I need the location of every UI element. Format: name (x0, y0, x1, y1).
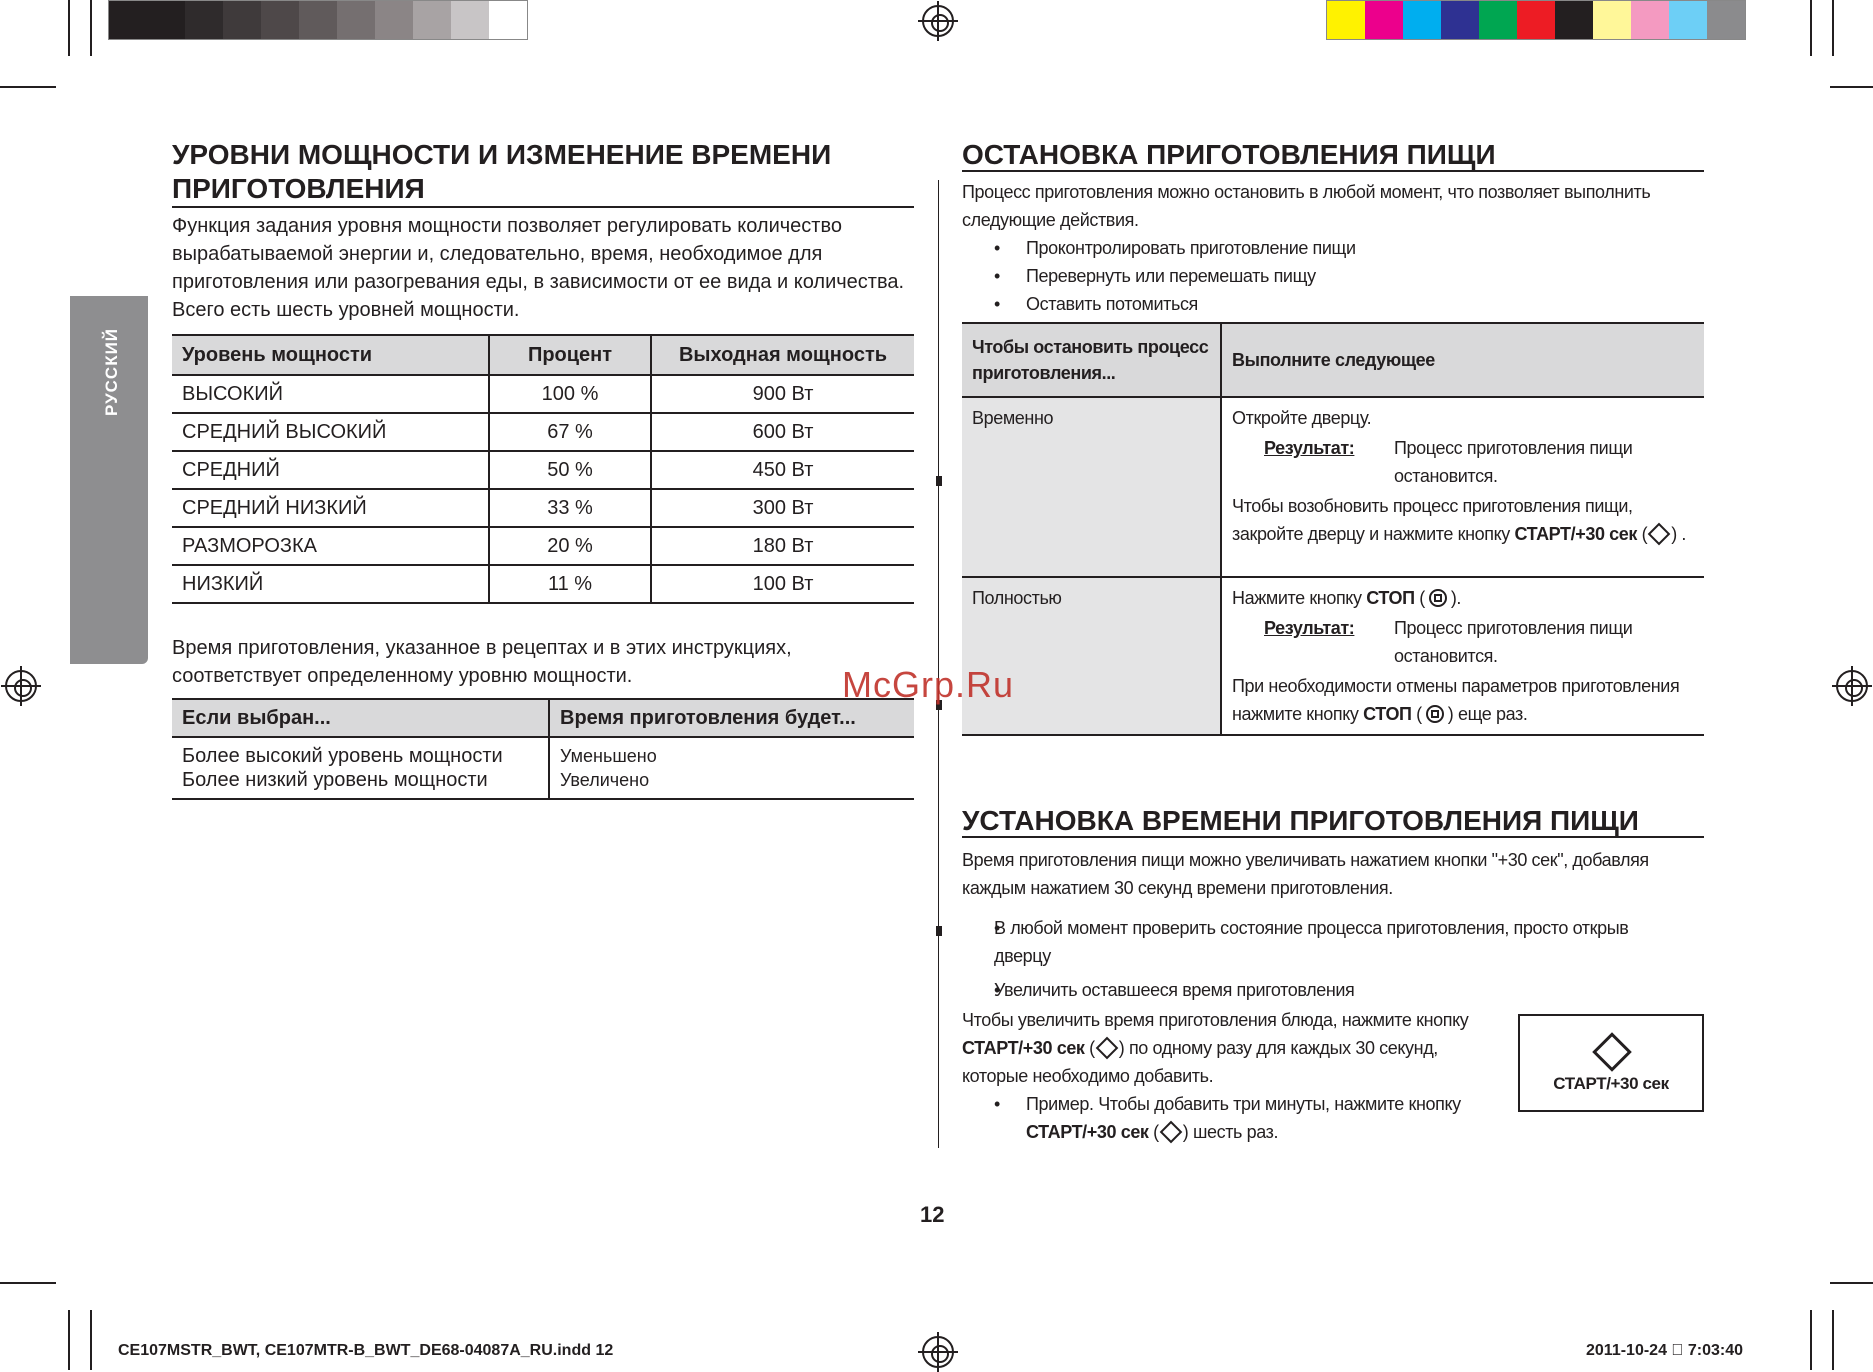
list-item: • Перевернуть или перемешать пищу (962, 262, 1704, 290)
start-button-name: СТАРТ/+30 сек (1026, 1122, 1149, 1142)
list-item: • Проконтролировать приготовление пищи (962, 234, 1704, 262)
column-header-stop: Чтобы остановить процесс приготовления... (962, 323, 1221, 397)
power-intro: Функция задания уровня мощности позволяет регулировать количество вырабатываемой энергии и, следовательно, время, необходимое для приготовления или разогревания еды, в зависимости от ее вида и количества. Всего есть шесть уровней мощности. (172, 215, 905, 321)
color-swatch (1631, 1, 1669, 39)
paren-open: ( (1637, 524, 1648, 544)
example-end: ) шесть раз. (1182, 1122, 1279, 1142)
stop-section-title: ОСТАНОВКА ПРИГОТОВЛЕНИЯ ПИЩИ (962, 139, 1496, 170)
stop-button-name: СТОП (1366, 588, 1415, 608)
result-label: Результат: (1264, 438, 1355, 458)
list-item (962, 1090, 1502, 1146)
start-button-name: СТАРТ/+30 сек (962, 1038, 1085, 1058)
power-level: РАЗМОРОЗКА (172, 527, 489, 565)
power-level: СРЕДНИЙ НИЗКИЙ (172, 489, 489, 527)
power-level: ВЫСОКИЙ (172, 375, 489, 413)
stop-mode: Временно (962, 397, 1221, 577)
column-header-output: Выходная мощность (651, 335, 914, 375)
settime-list (962, 914, 1682, 1004)
language-tab-label: РУССКИЙ (102, 327, 121, 417)
power-percent: 33 % (489, 489, 651, 527)
column-header-action: Выполните следующее (1221, 323, 1704, 397)
time-effects (549, 737, 914, 799)
list-item: • Увеличить оставшееся время приготовления (962, 976, 1682, 1004)
start-icon (1159, 1121, 1182, 1144)
column-header-percent: Процент (489, 335, 651, 375)
title-underline (962, 836, 1704, 838)
page-number: 12 (920, 1202, 945, 1227)
cancel-text (1232, 672, 1694, 728)
power-output: 900 Вт (651, 375, 914, 413)
color-swatch (147, 1, 185, 39)
settime-instruction (962, 1006, 1502, 1090)
table-header-row (962, 323, 1704, 397)
registration-mark-icon (5, 670, 37, 702)
power-output: 450 Вт (651, 451, 914, 489)
power-percent: 20 % (489, 527, 651, 565)
color-swatch (299, 1, 337, 39)
power-levels-table (172, 334, 914, 604)
power-section-title: УРОВНИ МОЩНОСТИ И ИЗМЕНЕНИЕ ВРЕМЕНИ ПРИГОТОВЛЕНИЯ (172, 139, 832, 204)
step-text-start: Нажмите кнопку (1232, 588, 1367, 608)
color-swatch (1707, 1, 1745, 39)
stop-mode: Полностью (962, 577, 1221, 735)
paren-open: ( (1084, 1038, 1095, 1058)
crop-mark (1832, 0, 1834, 56)
crop-mark (0, 1282, 56, 1284)
power-output: 600 Вт (651, 413, 914, 451)
start-icon (1592, 1032, 1632, 1072)
grayscale-color-bar (108, 0, 528, 40)
color-swatch (413, 1, 451, 39)
footer-datetime: 2011-10-24 ￿ 7:03:40 (1586, 1342, 1743, 1359)
margin-tick (936, 476, 942, 486)
color-swatch (375, 1, 413, 39)
power-level: СРЕДНИЙ (172, 451, 489, 489)
crop-mark (90, 0, 92, 56)
color-swatch (1479, 1, 1517, 39)
table-header-row (172, 699, 914, 737)
registration-mark-icon (922, 5, 954, 37)
color-swatch (1669, 1, 1707, 39)
instruction-start: Чтобы увеличить время приготовления блюда, нажмите кнопку (962, 1010, 1469, 1030)
color-swatch (1327, 1, 1365, 39)
stop-button-name: СТОП (1363, 704, 1412, 724)
color-swatch (489, 1, 527, 39)
example-list (962, 1090, 1502, 1146)
result-text: Процесс приготовления пищи остановится. (1394, 618, 1633, 666)
settime-section-title: УСТАНОВКА ВРЕМЕНИ ПРИГОТОВЛЕНИЯ ПИЩИ (962, 805, 1639, 836)
selected-lower: Более низкий уровень мощности (182, 769, 488, 791)
crop-mark (1810, 1310, 1812, 1370)
stop-instructions (1221, 577, 1704, 735)
watermark: McGrp.Ru (842, 664, 1015, 705)
stop-intro: Процесс приготовления можно остановить в любой момент, что позволяет выполнить следующие действия. (962, 182, 1651, 230)
start-button-label: СТАРТ/+30 сек (1553, 1074, 1669, 1093)
color-swatch (1365, 1, 1403, 39)
title-underline (172, 206, 914, 208)
power-output: 100 Вт (651, 565, 914, 603)
process-color-bar (1326, 0, 1746, 40)
list-item: • Оставить потомиться (962, 290, 1704, 318)
cancel-text-end: ) еще раз. (1447, 704, 1528, 724)
column-header-selected: Если выбран... (172, 699, 549, 737)
color-swatch (1593, 1, 1631, 39)
crop-mark (90, 1310, 92, 1370)
power-percent: 11 % (489, 565, 651, 603)
effect-decreased: Уменьшено (560, 746, 657, 766)
table-row (962, 577, 1704, 735)
effect-increased: Увеличено (560, 770, 650, 790)
column-header-time: Время приготовления будет... (549, 699, 914, 737)
crop-mark (68, 0, 70, 56)
color-swatch (1555, 1, 1593, 39)
selected-higher: Более высокий уровень мощности (182, 745, 503, 767)
table-header-row (172, 335, 914, 375)
crop-mark (0, 86, 56, 88)
footer-filename: CE107MSTR_BWT, CE107MTR-B_BWT_DE68-04087A_RU.indd 12 (118, 1342, 614, 1359)
list-item: • В любой момент проверить состояние процесса приготовления, просто открыв дверцу (962, 914, 1682, 970)
step-text-end: ). (1450, 588, 1462, 608)
table-row (172, 451, 914, 489)
stop-icon (1426, 705, 1444, 723)
color-swatch (1441, 1, 1479, 39)
color-swatch (109, 1, 147, 39)
margin-tick (936, 926, 942, 936)
start-icon (1648, 523, 1671, 546)
color-swatch (337, 1, 375, 39)
title-underline (962, 170, 1704, 172)
crop-mark (68, 1310, 70, 1370)
paren-open: ( (1414, 588, 1425, 608)
registration-mark-icon (922, 1336, 954, 1368)
power-output: 180 Вт (651, 527, 914, 565)
color-swatch (1403, 1, 1441, 39)
table-row (172, 489, 914, 527)
power-percent: 100 % (489, 375, 651, 413)
table-row (172, 375, 914, 413)
cancel-text-start: При необходимости отмены параметров приготовления нажмите кнопку (1232, 676, 1680, 724)
resume-text-end: ) . (1671, 524, 1686, 544)
result-row (1264, 434, 1694, 490)
instruction-end: ) по одному разу для каждых 30 секунд, которые необходимо добавить. (962, 1038, 1438, 1086)
table-row (172, 413, 914, 451)
result-label: Результат: (1264, 618, 1355, 638)
example-start: Пример. Чтобы добавить три минуты, нажмите кнопку (1026, 1094, 1461, 1114)
color-swatch (185, 1, 223, 39)
cooking-time-note: Время приготовления, указанное в рецептах и в этих инструкциях, соответствует определенному уровню мощности. (172, 637, 792, 687)
resume-text (1232, 492, 1694, 548)
step-text (1232, 584, 1694, 612)
result-row (1264, 614, 1694, 670)
start-button-name: СТАРТ/+30 сек (1514, 524, 1637, 544)
power-level: СРЕДНИЙ ВЫСОКИЙ (172, 413, 489, 451)
start-icon (1095, 1037, 1118, 1060)
color-swatch (261, 1, 299, 39)
crop-mark (1830, 1282, 1873, 1284)
column-header-level: Уровень мощности (172, 335, 489, 375)
result-text: Процесс приготовления пищи остановится. (1394, 438, 1633, 486)
crop-mark (1832, 1310, 1834, 1370)
table-row (172, 737, 914, 799)
settime-intro: Время приготовления пищи можно увеличивать нажатием кнопки "+30 сек", добавляя каждым нажатием 30 секунд времени приготовления. (962, 850, 1649, 898)
power-output: 300 Вт (651, 489, 914, 527)
registration-mark-icon (1836, 670, 1868, 702)
color-swatch (223, 1, 261, 39)
selected-levels (172, 737, 549, 799)
resume-text-start: Чтобы возобновить процесс приготовления пищи, закройте дверцу и нажмите кнопку (1232, 496, 1633, 544)
stop-table (962, 322, 1704, 736)
color-swatch (1517, 1, 1555, 39)
stop-actions-list (962, 234, 1704, 318)
stop-icon (1429, 589, 1447, 607)
stop-instructions (1221, 397, 1704, 577)
color-swatch (451, 1, 489, 39)
table-row (172, 527, 914, 565)
crop-mark (1830, 86, 1873, 88)
power-percent: 50 % (489, 451, 651, 489)
paren-open: ( (1148, 1122, 1159, 1142)
crop-mark (1810, 0, 1812, 56)
table-row (962, 397, 1704, 577)
table-row (172, 565, 914, 603)
power-level: НИЗКИЙ (172, 565, 489, 603)
power-percent: 67 % (489, 413, 651, 451)
paren-open: ( (1411, 704, 1422, 724)
step-text: Откройте дверцу. (1232, 408, 1372, 428)
start-button-illustration (1518, 1014, 1704, 1112)
power-effect-table (172, 698, 914, 800)
